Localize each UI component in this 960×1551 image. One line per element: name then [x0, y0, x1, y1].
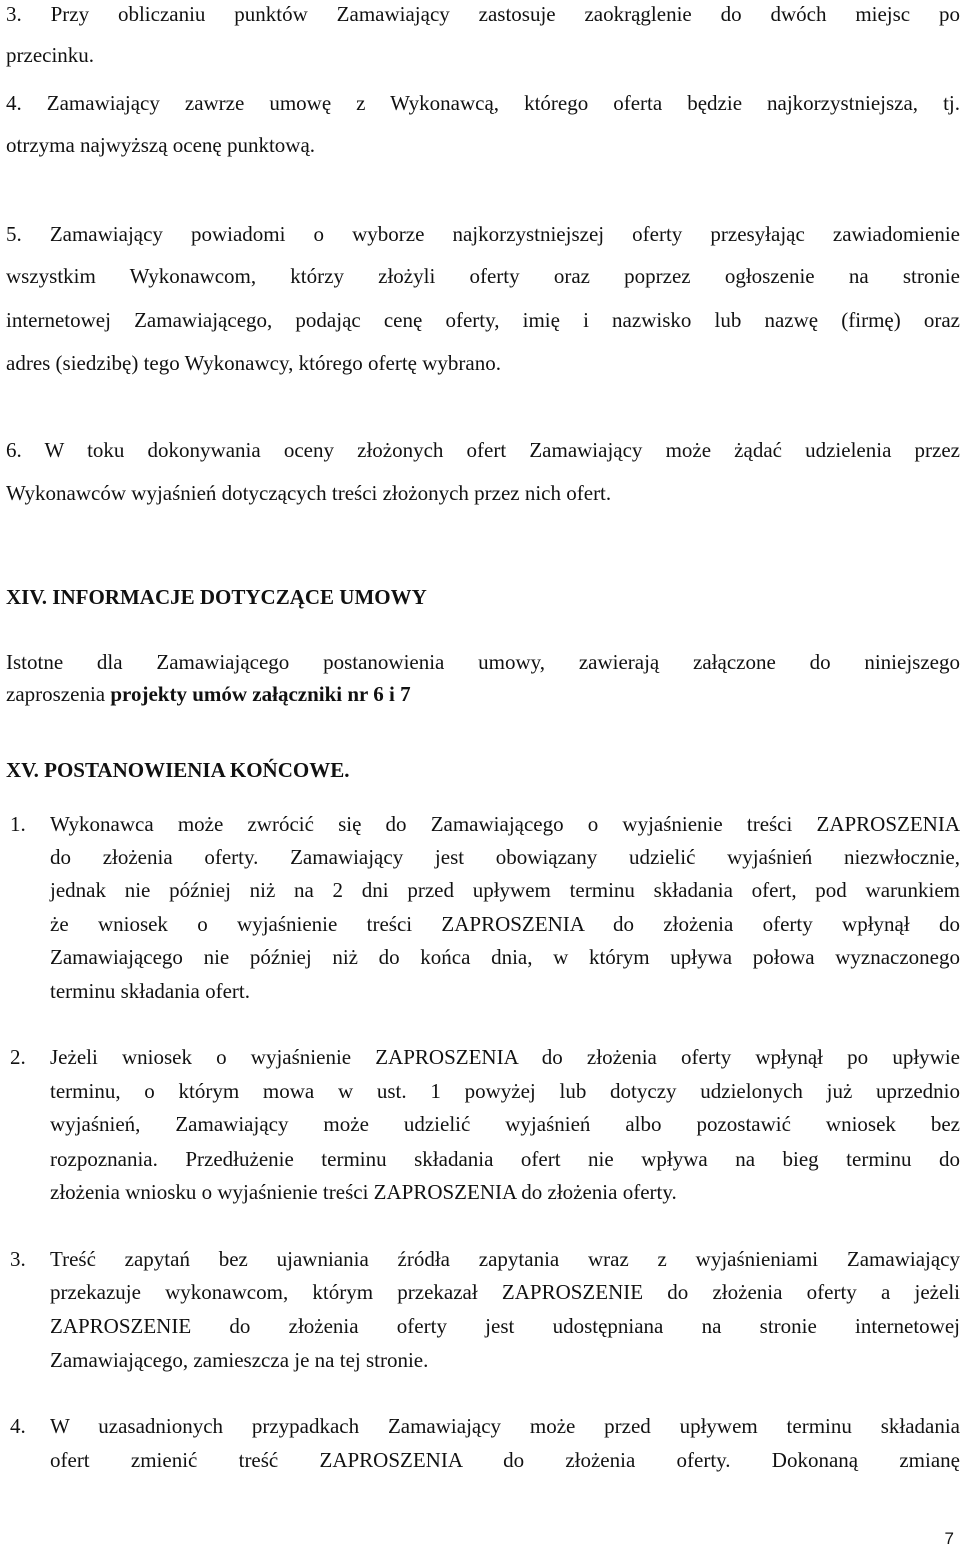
point-4-line-1: W uzasadnionych przypadkach Zamawiający może przed upływem terminu składania	[50, 1414, 960, 1438]
point-4-number: 4.	[10, 1414, 26, 1438]
point-3-line-2: przekazuje wykonawcom, którym przekazał ZAPROSZENIE do złożenia oferty a jeżeli	[50, 1280, 960, 1304]
item-6-line-1: 6. W toku dokonywania oceny złożonych ofert Zamawiający może żądać udzielenia przez	[6, 438, 960, 462]
section-xiv-line-2	[6, 684, 960, 705]
point-3-line-3: ZAPROSZENIE do złożenia oferty jest udostępniana na stronie internetowej	[50, 1314, 960, 1338]
point-3-line-4: Zamawiającego, zamieszcza je na tej stronie.	[50, 1348, 429, 1372]
point-3-line-1: Treść zapytań bez ujawniania źródła zapytania wraz z wyjaśnieniami Zamawiający	[50, 1247, 960, 1271]
item-5-line-1: 5. Zamawiający powiadomi o wyborze najkorzystniejszej oferty przesyłając zawiadomienie	[6, 222, 960, 246]
point-1-line-6: terminu składania ofert.	[50, 979, 251, 1003]
item-3-line-2: przecinku.	[6, 43, 95, 67]
point-4-line-2: ofert zmienić treść ZAPROSZENIA do złożenia oferty. Dokonaną zmianę	[50, 1448, 960, 1472]
point-1-line-4: że wniosek o wyjaśnienie treści ZAPROSZENIA do złożenia oferty wpłynął do	[50, 912, 960, 936]
item-6-line-2: Wykonawców wyjaśnień dotyczących treści złożonych przez nich ofert.	[6, 481, 612, 505]
point-2-number: 2.	[10, 1045, 26, 1069]
point-1-line-1: Wykonawca może zwrócić się do Zamawiającego o wyjaśnienie treści ZAPROSZENIA	[50, 812, 960, 836]
section-xiv-heading: XIV. INFORMACJE DOTYCZĄCE UMOWY	[6, 585, 427, 609]
point-2-line-4: rozpoznania. Przedłużenie terminu składania ofert nie wpływa na bieg terminu do	[50, 1147, 960, 1171]
item-4-line-2: otrzyma najwyższą ocenę punktową.	[6, 133, 316, 157]
item-5-line-2: wszystkim Wykonawcom, którzy złożyli oferty oraz poprzez ogłoszenie na stronie	[6, 264, 960, 288]
section-xv-heading: XV. POSTANOWIENIA KOŃCOWE.	[6, 758, 350, 782]
section-xiv-line-2-text: zaproszenia	[6, 682, 111, 706]
point-2-line-3: wyjaśnień, Zamawiający może udzielić wyjaśnień albo pozostawić wniosek bez	[50, 1112, 960, 1136]
point-2-line-2: terminu, o którym mowa w ust. 1 powyżej lub dotyczy udzielonych już uprzednio	[50, 1079, 960, 1103]
point-2-line-5: złożenia wniosku o wyjaśnienie treści ZAPROSZENIA do złożenia oferty.	[50, 1180, 677, 1204]
point-2-line-1: Jeżeli wniosek o wyjaśnienie ZAPROSZENIA do złożenia oferty wpłynął po upływie	[50, 1045, 960, 1069]
point-1-number: 1.	[10, 812, 26, 836]
item-5-line-3: internetowej Zamawiającego, podając cenę oferty, imię i nazwisko lub nazwę (firmę) oraz	[6, 308, 960, 332]
attachments-reference: projekty umów załączniki nr 6 i 7	[110, 682, 411, 706]
point-3-number: 3.	[10, 1247, 26, 1271]
page-number: 7	[944, 1529, 954, 1548]
point-1-line-2: do złożenia oferty. Zamawiający jest obowiązany udzielić wyjaśnień niezwłocznie,	[50, 845, 960, 869]
section-xiv-line-1: Istotne dla Zamawiającego postanowienia umowy, zawierają załączone do niniejszego	[6, 650, 960, 674]
point-1-line-5: Zamawiającego nie później niż do końca dnia, w którym upływa połowa wyznaczonego	[50, 945, 960, 969]
item-5-line-4: adres (siedzibę) tego Wykonawcy, którego ofertę wybrano.	[6, 351, 501, 375]
item-4-line-1: 4. Zamawiający zawrze umowę z Wykonawcą, którego oferta będzie najkorzystniejsza, tj.	[6, 91, 960, 115]
point-1-line-3: jednak nie później niż na 2 dni przed upływem terminu składania ofert, pod warunkiem	[50, 878, 960, 902]
item-3-line-1: 3. Przy obliczaniu punktów Zamawiający zastosuje zaokrąglenie do dwóch miejsc po	[6, 2, 960, 26]
